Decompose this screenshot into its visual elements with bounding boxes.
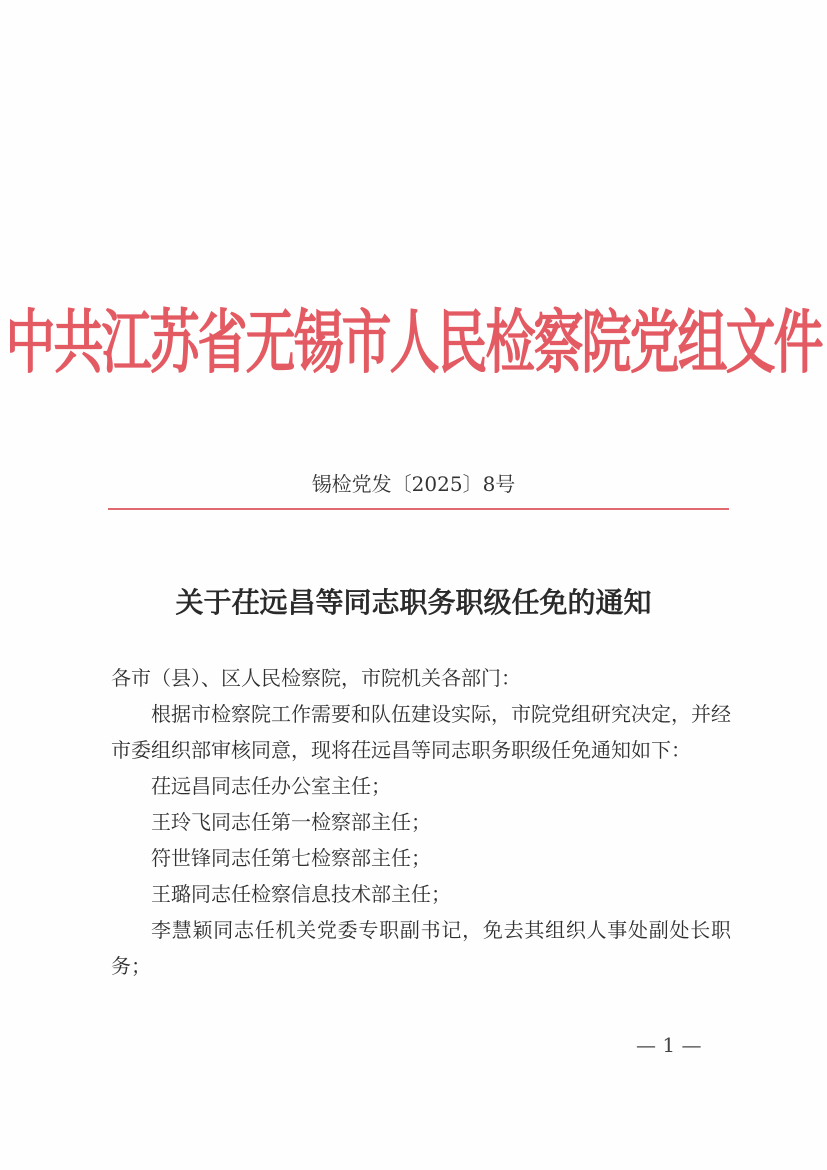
appointment-item: 茌远昌同志任办公室主任； xyxy=(151,774,391,798)
document-masthead: 中共江苏省无锡市人民检察院党组文件 xyxy=(5,301,822,383)
document-number: 锡检党发〔2025〕8号 xyxy=(311,472,516,496)
appointment-item: 符世锋同志任第七检察部主任； xyxy=(151,846,431,870)
intro-paragraph: 根据市检察院工作需要和队伍建设实际，市院党组研究决定，并经市委组织部审核同意，现将茌远昌等同志职务职级任免通知如下： xyxy=(111,702,731,762)
appointment-item: 李慧颖同志任机关党委专职副书记，免去其组织人事处副处长职务； xyxy=(111,918,731,978)
red-divider-line xyxy=(108,508,729,510)
page-number: — 1 — xyxy=(636,1033,702,1057)
document-title: 关于茌远昌等同志职务职级任免的通知 xyxy=(175,586,652,619)
salutation: 各市（县）、区人民检察院，市院机关各部门： xyxy=(111,666,521,690)
appointment-item: 王玲飞同志任第一检察部主任； xyxy=(151,810,431,834)
document-body xyxy=(111,660,731,984)
appointment-item: 王璐同志任检察信息技术部主任； xyxy=(151,882,451,906)
